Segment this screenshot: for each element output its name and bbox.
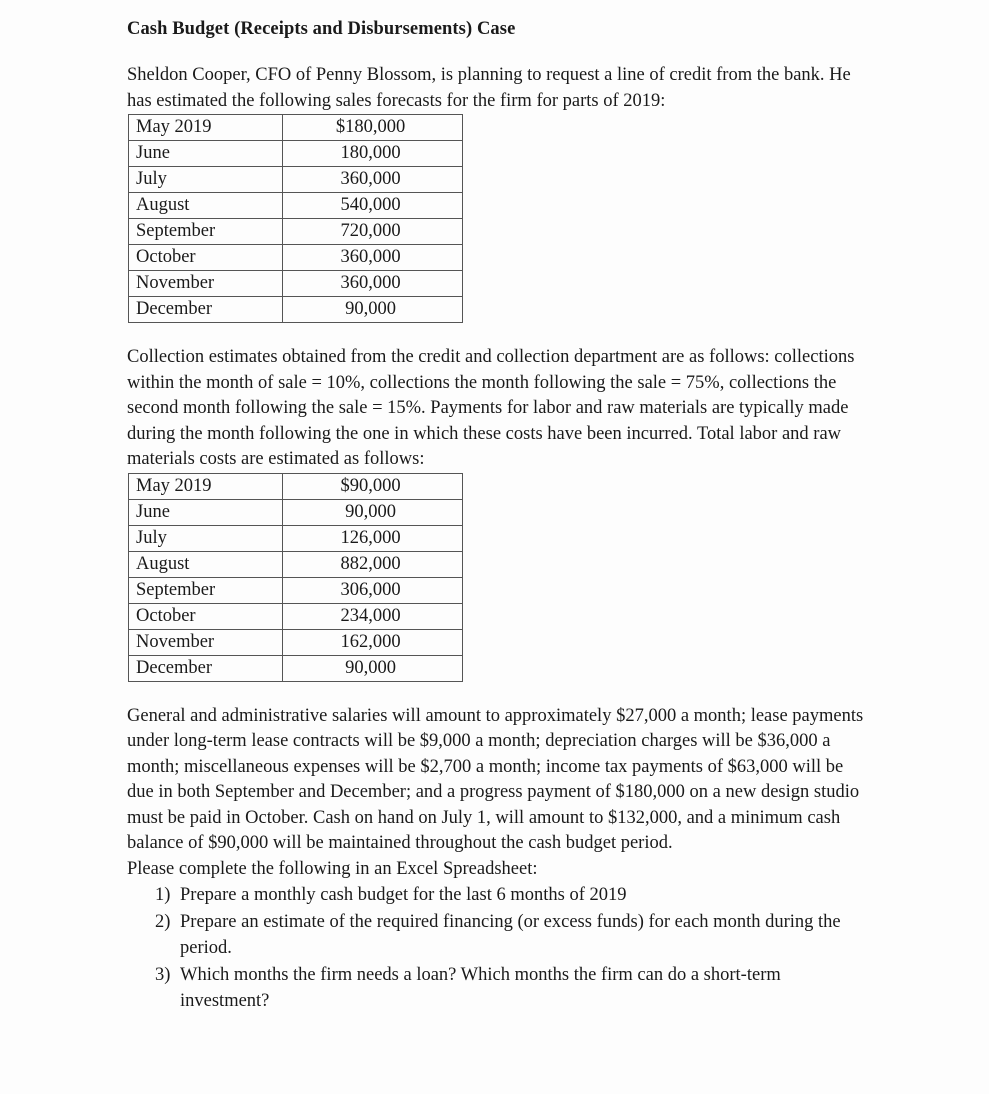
table-row xyxy=(129,629,463,655)
table-cell-month: May 2019 xyxy=(129,473,283,499)
table-cell-amount: 180,000 xyxy=(283,141,463,167)
spacer xyxy=(127,323,867,345)
document-content xyxy=(127,17,867,1015)
table-row xyxy=(129,271,463,297)
table-cell-month: August xyxy=(129,193,283,219)
page-title: Cash Budget (Receipts and Disbursements) Case xyxy=(127,19,516,39)
list-item xyxy=(127,882,867,909)
table-cell-amount: 90,000 xyxy=(283,297,463,323)
labor-materials-table-body xyxy=(129,473,463,681)
table-cell-amount: 360,000 xyxy=(283,245,463,271)
table-row xyxy=(129,245,463,271)
table-row xyxy=(129,525,463,551)
table-cell-month: December xyxy=(129,655,283,681)
table-row xyxy=(129,219,463,245)
table-cell-month: November xyxy=(129,271,283,297)
table-row xyxy=(129,297,463,323)
table-cell-amount: 90,000 xyxy=(283,499,463,525)
list-item-text: Prepare a monthly cash budget for the last 6 months of 2019 xyxy=(180,885,627,906)
table-cell-amount: 360,000 xyxy=(283,271,463,297)
table-cell-month: October xyxy=(129,245,283,271)
task-list xyxy=(127,882,867,1015)
list-item-text: Which months the firm needs a loan? Which months the firm can do a short-term investment? xyxy=(180,964,781,1012)
list-item-text: Prepare an estimate of the required financing (or excess funds) for each month during the period. xyxy=(180,911,841,959)
table-cell-amount: 720,000 xyxy=(283,219,463,245)
table-cell-amount: 882,000 xyxy=(283,551,463,577)
table-cell-amount: $90,000 xyxy=(283,473,463,499)
table-row xyxy=(129,473,463,499)
table-cell-amount: $180,000 xyxy=(283,115,463,141)
table-row xyxy=(129,577,463,603)
table-cell-month: December xyxy=(129,297,283,323)
list-item-marker: 3) xyxy=(155,964,171,985)
table-cell-month: August xyxy=(129,551,283,577)
table-cell-month: June xyxy=(129,141,283,167)
table-cell-amount: 540,000 xyxy=(283,193,463,219)
sales-forecast-table-body xyxy=(129,115,463,323)
collections-paragraph: Collection estimates obtained from the credit and collection department are as follows: collections within the month of sale = 10%, collections the month following the sale = 75%, collections the second month following the sale = 15%. Payments for labor and raw materials are typically made during the month following the one in which these costs have been incurred. Total labor and raw materials costs are estimated as follows: xyxy=(127,347,855,470)
table-cell-month: September xyxy=(129,219,283,245)
spacer xyxy=(127,682,867,704)
table-row xyxy=(129,141,463,167)
list-item xyxy=(127,909,867,962)
general-admin-paragraph: General and administrative salaries will amount to approximately $27,000 a month; lease payments under long-term lease contracts will be $9,000 a month; depreciation charges will be $36,000 a month; miscellaneous expenses will be $2,700 a month; income tax payments of $63,000 will be due in both September and December; and a progress payment of $180,000 on a new design studio must be paid in October. Cash on hand on July 1, will amount to $132,000, and a minimum cash balance of $90,000 will be maintained throughout the cash budget period. xyxy=(127,705,864,854)
instructions-lead: Please complete the following in an Excel Spreadsheet: xyxy=(127,858,538,879)
table-cell-month: July xyxy=(129,525,283,551)
table-cell-month: June xyxy=(129,499,283,525)
table-cell-amount: 162,000 xyxy=(283,629,463,655)
table-row xyxy=(129,193,463,219)
table-row xyxy=(129,603,463,629)
list-item xyxy=(127,962,867,1015)
table-cell-amount: 306,000 xyxy=(283,577,463,603)
table-row xyxy=(129,551,463,577)
table-cell-month: November xyxy=(129,629,283,655)
table-row xyxy=(129,499,463,525)
table-cell-month: May 2019 xyxy=(129,115,283,141)
table-cell-amount: 360,000 xyxy=(283,167,463,193)
table-row xyxy=(129,115,463,141)
table-cell-month: October xyxy=(129,603,283,629)
labor-materials-table xyxy=(128,473,463,682)
table-cell-amount: 90,000 xyxy=(283,655,463,681)
table-row xyxy=(129,167,463,193)
table-cell-amount: 234,000 xyxy=(283,603,463,629)
table-cell-month: July xyxy=(129,167,283,193)
intro-paragraph: Sheldon Cooper, CFO of Penny Blossom, is planning to request a line of credit from the bank. He has estimated the following sales forecasts for the firm for parts of 2019: xyxy=(127,65,851,111)
table-cell-amount: 126,000 xyxy=(283,525,463,551)
table-row xyxy=(129,655,463,681)
sales-forecast-table xyxy=(128,114,463,323)
list-item-marker: 1) xyxy=(155,885,171,906)
table-cell-month: September xyxy=(129,577,283,603)
list-item-marker: 2) xyxy=(155,911,171,932)
